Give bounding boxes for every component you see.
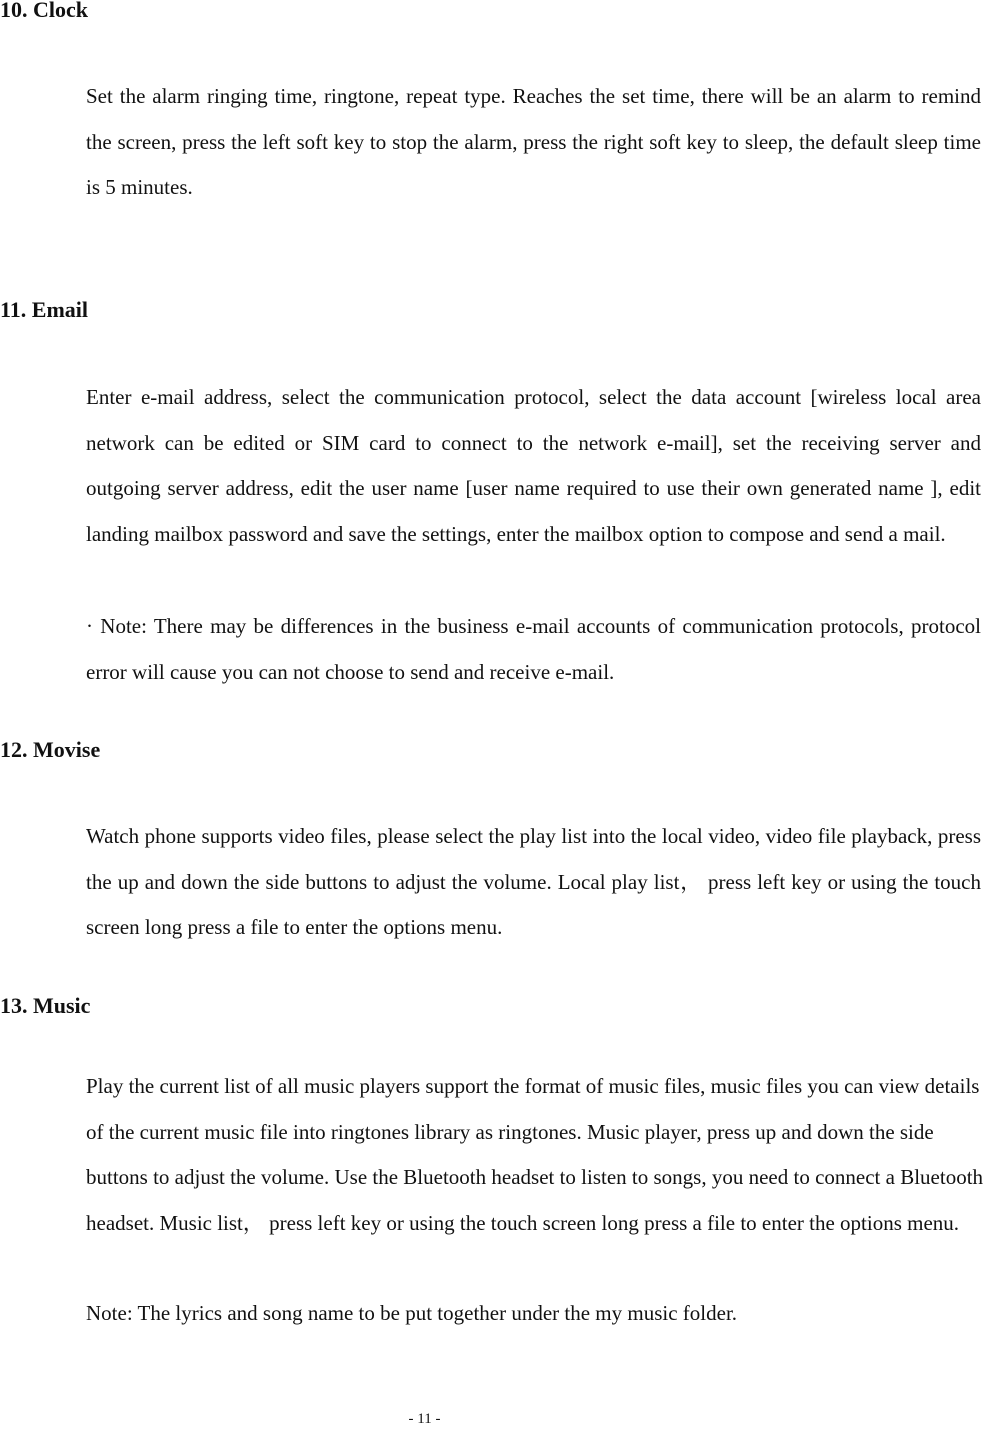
section-heading-clock: 10. Clock	[0, 0, 88, 22]
section-heading-email: 11. Email	[0, 297, 89, 322]
music-note-paragraph: Note: The lyrics and song name to be put together under the my music folder.	[86, 1301, 738, 1325]
music-paragraph: Play the current list of all music players support the format of music files, music files you can view details of the current music file into ringtones library as ringtones. Music player, press up and down the side buttons to adjust the volume. Use the Bluetooth headset to listen to songs, you need to connect a Bluetooth headset. Music list， press left key or using the touch screen long press a file to enter the options menu.	[86, 1074, 984, 1235]
email-paragraph: Enter e-mail address, select the communication protocol, select the data account [wireless local area network can be edited or SIM card to connect to the network e-mail], set the receiving server and outgoing server address, edit the user name [user name required to use their own generated name ], edit landing mailbox password and save the settings, enter the mailbox option to compose and send a mail.	[86, 385, 981, 546]
clock-paragraph: Set the alarm ringing time, ringtone, repeat type. Reaches the set time, there will be an alarm to remind the screen, press the left soft key to stop the alarm, press the right soft key to sleep, the default sleep time is 5 minutes.	[86, 84, 981, 199]
page-number: - 11 -	[408, 1411, 441, 1427]
section-heading-music: 13. Music	[0, 993, 91, 1018]
email-note-paragraph: · Note: There may be differences in the business e-mail accounts of communication protocols, protocol error will cause you can not choose to send and receive e-mail.	[86, 614, 981, 684]
section-heading-movise: 12. Movise	[0, 737, 101, 762]
movise-paragraph: Watch phone supports video files, please select the play list into the local video, video file playback, press the up and down the side buttons to adjust the volume. Local play list， press left key or using the touch screen long press a file to enter the options menu.	[86, 824, 981, 939]
